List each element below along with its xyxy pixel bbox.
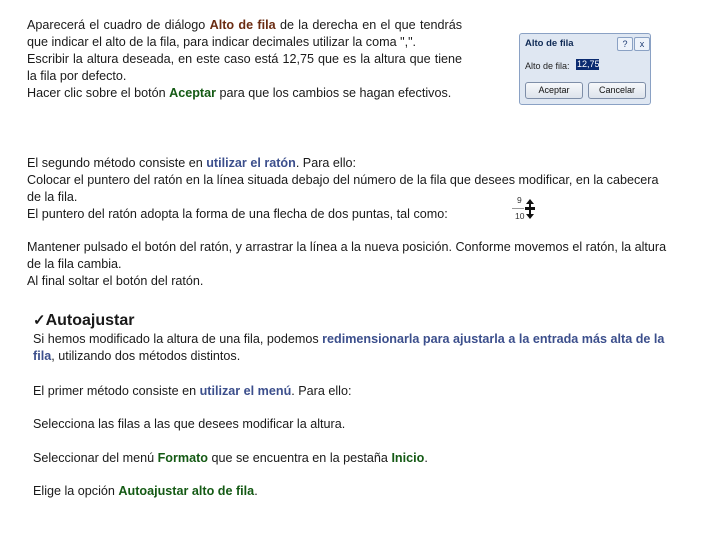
step2-text-1: Seleccionar del menú (33, 451, 158, 465)
row-divider (512, 208, 524, 209)
method1-menu-term: utilizar el menú (199, 384, 292, 398)
autoajustar-title: Autoajustar (45, 312, 135, 329)
autoajustar-step3 (33, 483, 678, 500)
dialog-title: Alto de fila (525, 38, 574, 49)
step3-text-1: Elige la opción (33, 484, 119, 498)
help-icon[interactable]: ? (617, 37, 633, 51)
method2-paragraph (27, 155, 667, 223)
resize-cursor-figure (512, 195, 548, 223)
autofit-option-term: Autoajustar alto de fila (118, 484, 255, 498)
step2-text-3: . (424, 451, 428, 465)
method2b-paragraph (27, 239, 667, 290)
method2b-text-2: Al final soltar el botón del ratón. (27, 274, 204, 288)
autoajustar-step2 (33, 450, 678, 467)
method2-text-4: El puntero del ratón adopta la forma de una flecha de dos puntas, tal como: (27, 207, 448, 221)
autoajustar-step1 (33, 416, 678, 433)
method2b-text-1: Mantener pulsado el botón del ratón, y arrastrar la línea a la nueva posición. Conforme movemos el ratón, la altura de la fila cambia. (27, 240, 667, 271)
row-height-input[interactable]: 12,75 (577, 59, 600, 69)
autoajustar-text-2: , utilizando dos métodos distintos. (51, 349, 241, 363)
intro-text-2: de la derecha en el que tendrás que indicar el alto de la fila, para indicar decimales utilizar la coma ",". (27, 18, 462, 49)
row-number-top: 9 (517, 195, 522, 205)
intro-dialog-name: Alto de fila (209, 18, 276, 32)
intro-text-1: Aparecerá el cuadro de diálogo (27, 18, 210, 32)
autoajustar-heading (33, 311, 134, 331)
autoajustar-resize-term: redimensionarla para ajustarla a la entrada más alta de la fila (33, 332, 665, 363)
method2-text-3: Colocar el puntero del ratón en la línea situada debajo del número de la fila que desees modificar, en la cabecera de la fila. (27, 173, 659, 204)
double-arrow-cursor-icon (524, 198, 536, 220)
intro-text-3: Escribir la altura deseada, en este caso está 12,75 que es la altura que tiene la fila por defecto. (27, 52, 462, 83)
accept-button[interactable]: Aceptar (525, 82, 583, 99)
step1-text: Selecciona las filas a las que desees modificar la altura. (33, 417, 346, 431)
intro-paragraph (27, 17, 462, 102)
method2-mouse-term: utilizar el ratón (206, 156, 296, 170)
intro-text-5: para que los cambios se hagan efectivos. (216, 86, 452, 100)
cancel-button[interactable]: Cancelar (588, 82, 646, 99)
intro-accept-term: Aceptar (169, 86, 217, 100)
row-height-label: Alto de fila: (525, 61, 570, 71)
step3-text-2: . (254, 484, 258, 498)
method1-text-1: El primer método consiste en (33, 384, 200, 398)
step2-text-2: que se encuentra en la pestaña (207, 451, 392, 465)
autoajustar-text-1: Si hemos modificado la altura de una fila, podemos (33, 332, 323, 346)
intro-text-4: Hacer clic sobre el botón (27, 86, 170, 100)
check-icon: ✓ (33, 312, 46, 329)
format-menu-term: Formato (157, 451, 208, 465)
method2-text-1: El segundo método consiste en (27, 156, 207, 170)
method2-text-2: . Para ello: (295, 156, 357, 170)
method1-text-2: . Para ello: (291, 384, 352, 398)
close-icon[interactable]: x (634, 37, 650, 51)
row-height-dialog (519, 33, 651, 105)
autoajustar-intro (33, 331, 678, 365)
home-tab-term: Inicio (391, 451, 425, 465)
autoajustar-method1 (33, 383, 678, 400)
row-number-bottom: 10 (515, 211, 525, 221)
